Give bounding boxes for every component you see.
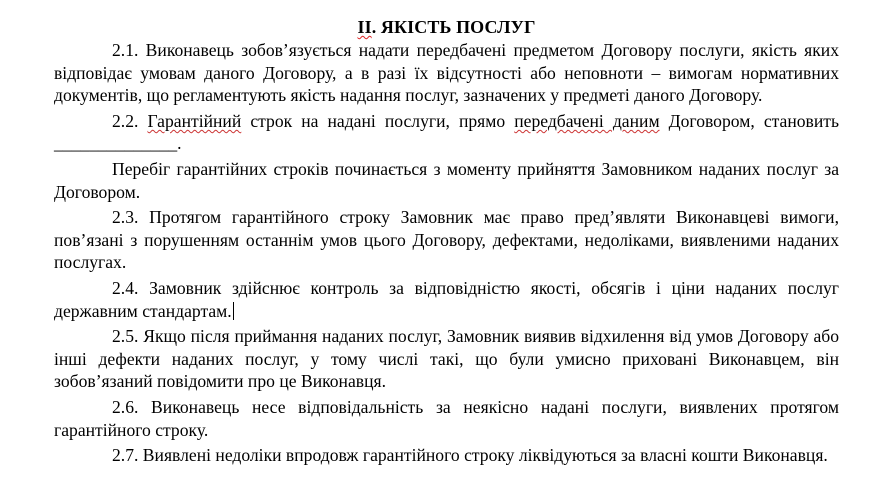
text-cursor — [233, 302, 235, 320]
paragraph-2-7: 2.7. Виявлені недоліки впродовж гарантійного строку ліквідуються за власні кошти Виконавця. — [112, 445, 828, 466]
paragraph-2-6: 2.6. Виконавець несе відповідальність за неякісно надані послуги, виявлених протягом гарантійного строку. — [54, 396, 839, 440]
heading-roman-numeral: ІІ — [357, 17, 372, 37]
section-heading — [54, 16, 839, 38]
p22-middle: строк на надані послуги, прямо — [241, 110, 515, 131]
heading-title: . ЯКІСТЬ ПОСЛУГ — [371, 17, 536, 37]
spellcheck-word-guarantee: Гарантійний — [147, 110, 242, 131]
p24-text: 2.4. Замовник здійснює контроль за відповідністю якості, обсягів і ціни наданих послуг державним стандартам. — [54, 277, 839, 321]
paragraph-2-1: 2.1. Виконавець зобов’язується надати передбачені предметом Договору послуги, якість яких відповідає умовам даного Договору, а в разі їх відсутності або неповноти – вимогам нормативних документів, що регламентують якість надання послуг, зазначених у предметі даного Договору. — [54, 40, 839, 106]
spellcheck-phrase-provided: передбачені даним — [514, 110, 660, 131]
paragraph-warranty-start: Перебіг гарантійних строків починається з моменту прийняття Замовником наданих послуг за Договором. — [54, 158, 839, 202]
paragraph-2-5: 2.5. Якщо після приймання наданих послуг, Замовник виявив відхилення від умов Договору або інші дефекти наданих послуг, у тому числі такі, що були умисно приховані Виконавцем, він зобов’язаний повідомити про це Виконавця. — [54, 326, 839, 392]
paragraph-2-3: 2.3. Протягом гарантійного строку Замовник має право пред’являти Виконавцеві вимоги, пов’язані з порушенням останнім умов цього Договору, дефектами, недоліками, виявленими наданих послугах. — [54, 207, 839, 273]
p22-suffix: Договором, становить ______________. — [54, 110, 839, 154]
p22-prefix: 2.2. — [112, 110, 148, 131]
paragraph-2-4 — [54, 277, 839, 322]
paragraph-2-2 — [54, 110, 839, 155]
